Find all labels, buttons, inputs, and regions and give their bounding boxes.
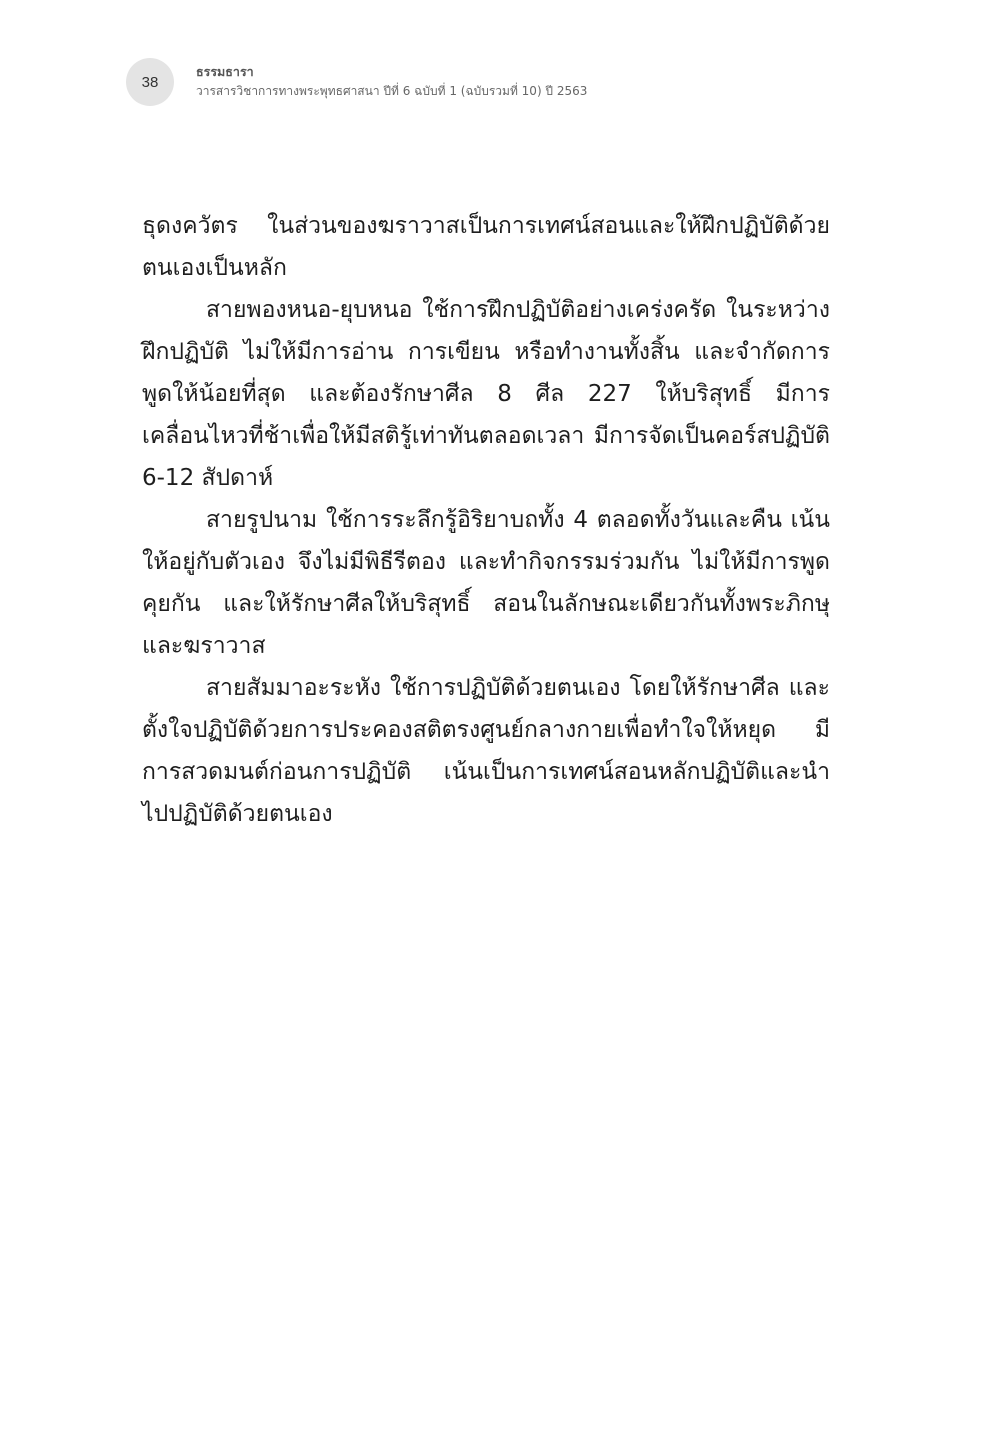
journal-issue: วารสารวิชาการทางพระพุทธศาสนา ปีที่ 6 ฉบับที่ 1 (ฉบับรวมที่ 10) ปี 2563 bbox=[196, 84, 588, 98]
page-number: 38 bbox=[141, 73, 159, 91]
paragraph-rup-nam: สายรูปนาม ใช้การระลึกรู้อิริยาบถทั้ง 4 ตลอดทั้งวันและคืน เน้นให้อยู่กับตัวเอง จึงไม่มีพิธีรีตอง และทำกิจกรรมร่วมกัน ไม่ให้มีการพูดคุยกัน และให้รักษาศีลให้บริสุทธิ์ สอนในลักษณะเดียวกันทั้งพระภิกษุและฆราวาส bbox=[142, 507, 830, 659]
paragraph-continuation: ธุดงควัตร ในส่วนของฆราวาสเป็นการเทศน์สอนและให้ฝึกปฏิบัติด้วยตนเองเป็นหลัก bbox=[142, 213, 830, 281]
paragraph-phong-no-yup-no: สายพองหนอ-ยุบหนอ ใช้การฝึกปฏิบัติอย่างเคร่งครัด ในระหว่างฝึกปฏิบัติ ไม่ให้มีการอ่าน การเขียน หรือทำงานทั้งสิ้น และจำกัดการพูดให้น้อยที่สุด และต้องรักษาศีล 8 ศีล 227 ให้บริสุทธิ์ มีการเคลื่อนไหวที่ช้าเพื่อให้มีสติรู้เท่าทันตลอดเวลา มีการจัดเป็นคอร์สปฏิบัติ 6-12 สัปดาห์ bbox=[142, 297, 830, 491]
journal-name: ธรรมธารา bbox=[196, 64, 254, 79]
article-body bbox=[142, 205, 830, 835]
page-number-badge bbox=[126, 58, 174, 106]
paragraph-samma-araham: สายสัมมาอะระหัง ใช้การปฏิบัติด้วยตนเอง โดยให้รักษาศีล และตั้งใจปฏิบัติด้วยการประคองสติตรงศูนย์กลางกายเพื่อทำใจให้หยุด มีการสวดมนต์ก่อนการปฏิบัติ เน้นเป็นการเทศน์สอนหลักปฏิบัติและนำไปปฏิบัติด้วยตนเอง bbox=[142, 675, 830, 827]
page-header bbox=[126, 58, 926, 108]
